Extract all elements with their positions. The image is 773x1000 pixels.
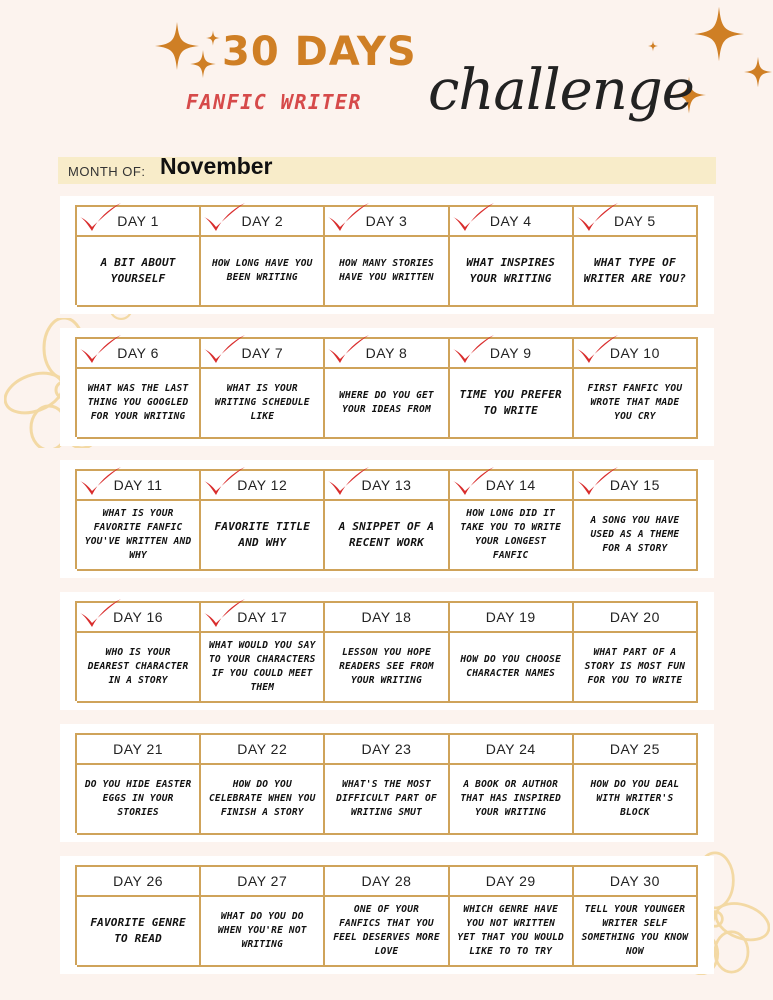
day-header-cell xyxy=(450,471,574,501)
prompt-text: FAVORITE TITLE AND WHY xyxy=(214,520,311,549)
prompt-text: WHAT IS YOUR WRITING SCHEDULE LIKE xyxy=(214,383,310,422)
sparkle-icon xyxy=(694,6,744,62)
day-header-cell xyxy=(325,603,449,633)
day-label: DAY 13 xyxy=(361,477,412,493)
day-label: DAY 15 xyxy=(609,477,660,493)
day-header-cell xyxy=(325,471,449,501)
prompt-text: TIME YOU PREFER TO WRITE xyxy=(459,388,562,417)
day-header-cell xyxy=(574,867,698,897)
prompt-cell xyxy=(325,369,449,439)
prompt-text: WHAT IS YOUR FAVORITE FANFIC YOU'VE WRITTEN AND WHY xyxy=(84,508,192,561)
page-title-script: challenge xyxy=(428,58,694,123)
day-header-cell xyxy=(450,339,574,369)
day-header-cell xyxy=(450,735,574,765)
sparkle-icon xyxy=(648,40,658,52)
day-header-cell xyxy=(574,603,698,633)
month-label: MONTH OF: xyxy=(68,164,146,179)
day-header-cell xyxy=(325,207,449,237)
day-label: DAY 7 xyxy=(241,345,284,361)
day-label: DAY 11 xyxy=(113,477,163,493)
prompt-cell xyxy=(450,897,574,967)
day-label: DAY 26 xyxy=(113,873,164,889)
week-grid-4 xyxy=(75,601,698,701)
month-value: November xyxy=(160,153,273,179)
prompt-text: DO YOU HIDE EASTER EGGS IN YOUR STORIES xyxy=(84,779,192,818)
prompt-cell xyxy=(574,369,698,439)
prompt-cell xyxy=(201,237,325,307)
checkmark-icon xyxy=(326,333,370,365)
day-label: DAY 14 xyxy=(485,477,536,493)
prompt-text: ONE OF YOUR FANFICS THAT YOU FEEL DESERVES MORE LOVE xyxy=(333,904,440,957)
week-grid-2 xyxy=(75,337,698,437)
day-label: DAY 30 xyxy=(609,873,660,889)
checkmark-icon xyxy=(202,597,246,629)
month-bar xyxy=(58,153,716,184)
day-header-cell xyxy=(77,735,201,765)
day-header-cell xyxy=(450,867,574,897)
prompt-cell xyxy=(201,897,325,967)
prompt-text: WHAT'S THE MOST DIFFICULT PART OF WRITING SMUT xyxy=(336,779,437,818)
prompt-text: WHAT WOULD YOU SAY TO YOUR CHARACTERS IF YOU COULD MEET THEM xyxy=(209,640,316,693)
checkmark-icon xyxy=(575,465,619,497)
day-label: DAY 29 xyxy=(485,873,536,889)
checkmark-icon xyxy=(78,201,122,233)
prompt-text: WHAT TYPE OF WRITER ARE YOU? xyxy=(583,256,687,285)
prompt-cell xyxy=(77,897,201,967)
day-header-cell xyxy=(77,207,201,237)
prompt-text: WHERE DO YOU GET YOUR IDEAS FROM xyxy=(339,390,434,415)
prompt-cell xyxy=(450,237,574,307)
day-label: DAY 28 xyxy=(361,873,412,889)
day-header-cell xyxy=(325,339,449,369)
day-header-cell xyxy=(201,735,325,765)
prompt-cell xyxy=(77,633,201,703)
prompt-cell xyxy=(450,633,574,703)
prompt-cell xyxy=(450,765,574,835)
day-label: DAY 3 xyxy=(365,213,408,229)
day-label: DAY 20 xyxy=(609,609,660,625)
prompt-text: WHO IS YOUR DEAREST CHARACTER IN A STORY xyxy=(87,647,189,686)
prompt-text: FIRST FANFIC YOU WROTE THAT MADE YOU CRY xyxy=(587,383,683,422)
day-header-cell xyxy=(201,471,325,501)
checkmark-icon xyxy=(78,465,122,497)
day-header-cell xyxy=(201,867,325,897)
checkmark-icon xyxy=(202,333,246,365)
checkmark-icon xyxy=(202,201,246,233)
checkmark-icon xyxy=(451,333,495,365)
prompt-text: A SNIPPET OF A RECENT WORK xyxy=(338,520,435,549)
day-label: DAY 4 xyxy=(489,213,532,229)
prompt-cell xyxy=(201,633,325,703)
checkmark-icon xyxy=(326,465,370,497)
checkmark-icon xyxy=(451,201,495,233)
day-label: DAY 8 xyxy=(365,345,408,361)
day-label: DAY 19 xyxy=(485,609,536,625)
day-header-cell xyxy=(77,471,201,501)
prompt-text: HOW DO YOU CHOOSE CHARACTER NAMES xyxy=(460,654,562,679)
day-header-cell xyxy=(77,867,201,897)
week-grid-1 xyxy=(75,205,698,305)
prompt-text: A BIT ABOUT YOURSELF xyxy=(100,256,176,285)
prompt-cell xyxy=(325,501,449,571)
checkmark-icon xyxy=(451,465,495,497)
prompt-text: HOW DO YOU CELEBRATE WHEN YOU FINISH A STORY xyxy=(209,779,316,818)
prompt-text: HOW LONG HAVE YOU BEEN WRITING xyxy=(211,258,313,283)
prompt-text: WHAT INSPIRES YOUR WRITING xyxy=(466,256,556,285)
checkmark-icon xyxy=(575,201,619,233)
prompt-cell xyxy=(574,633,698,703)
day-header-cell xyxy=(450,207,574,237)
checkmark-icon xyxy=(78,333,122,365)
page-title: 30 DAYS xyxy=(222,29,417,75)
prompt-text: WHAT PART OF A STORY IS MOST FUN FOR YOU TO WRITE xyxy=(584,647,686,686)
day-header-cell xyxy=(201,339,325,369)
prompt-cell xyxy=(201,501,325,571)
checkmark-icon xyxy=(575,333,619,365)
prompt-cell xyxy=(574,765,698,835)
day-header-cell xyxy=(574,339,698,369)
day-label: DAY 12 xyxy=(237,477,288,493)
prompt-text: HOW LONG DID IT TAKE YOU TO WRITE YOUR LONGEST FANFIC xyxy=(460,508,562,561)
prompt-text: A BOOK OR AUTHOR THAT HAS INSPIRED YOUR WRITING xyxy=(460,779,562,818)
day-header-cell xyxy=(574,207,698,237)
day-header-cell xyxy=(201,603,325,633)
prompt-text: HOW MANY STORIES HAVE YOU WRITTEN xyxy=(339,258,434,283)
day-label: DAY 17 xyxy=(237,609,288,625)
prompt-cell xyxy=(450,369,574,439)
day-header-cell xyxy=(77,339,201,369)
prompt-text: A SONG YOU HAVE USED AS A THEME FOR A STORY xyxy=(590,515,680,554)
day-label: DAY 16 xyxy=(113,609,164,625)
prompt-cell xyxy=(574,501,698,571)
day-header-cell xyxy=(574,735,698,765)
day-header-cell xyxy=(450,603,574,633)
prompt-cell xyxy=(201,369,325,439)
prompt-cell xyxy=(325,897,449,967)
prompt-cell xyxy=(201,765,325,835)
prompt-text: WHAT DO YOU DO WHEN YOU'RE NOT WRITING xyxy=(217,911,307,950)
day-label: DAY 27 xyxy=(237,873,288,889)
prompt-text: WHICH GENRE HAVE YOU NOT WRITTEN YET THAT YOU WOULD LIKE TO TO TRY xyxy=(457,904,564,957)
day-label: DAY 9 xyxy=(489,345,532,361)
week-grid-3 xyxy=(75,469,698,569)
day-label: DAY 5 xyxy=(614,213,656,229)
day-header-cell xyxy=(574,471,698,501)
prompt-cell xyxy=(450,501,574,571)
prompt-text: HOW DO YOU DEAL WITH WRITER'S BLOCK xyxy=(590,779,680,818)
prompt-cell xyxy=(574,897,698,967)
checkmark-icon xyxy=(202,465,246,497)
prompt-cell xyxy=(77,501,201,571)
day-label: DAY 25 xyxy=(609,741,660,757)
day-header-cell xyxy=(77,603,201,633)
day-label: DAY 21 xyxy=(113,741,164,757)
day-header-cell xyxy=(325,867,449,897)
prompt-cell xyxy=(77,237,201,307)
week-grid-5 xyxy=(75,733,698,833)
day-label: DAY 1 xyxy=(117,213,159,229)
day-header-cell xyxy=(201,207,325,237)
prompt-text: FAVORITE GENRE TO READ xyxy=(90,916,186,945)
prompt-text: LESSON YOU HOPE READERS SEE FROM YOUR WRITING xyxy=(339,647,434,686)
checkmark-icon xyxy=(326,201,370,233)
day-label: DAY 2 xyxy=(241,213,284,229)
prompt-text: WHAT WAS THE LAST THING YOU GOOGLED FOR YOUR WRITING xyxy=(87,383,189,422)
prompt-text: TELL YOUR YOUNGER WRITER SELF SOMETHING YOU KNOW NOW xyxy=(581,904,689,957)
sparkle-icon xyxy=(190,50,216,78)
prompt-cell xyxy=(325,237,449,307)
day-label: DAY 18 xyxy=(361,609,412,625)
week-grid-6 xyxy=(75,865,698,965)
page-subtitle: FANFIC WRITER xyxy=(186,90,363,114)
day-header-cell xyxy=(325,735,449,765)
sparkle-icon xyxy=(744,56,772,88)
day-label: DAY 10 xyxy=(609,345,660,361)
day-label: DAY 6 xyxy=(117,345,159,361)
day-label: DAY 23 xyxy=(361,741,412,757)
prompt-cell xyxy=(77,369,201,439)
prompt-cell xyxy=(77,765,201,835)
sparkle-icon xyxy=(206,30,220,46)
prompt-cell xyxy=(325,633,449,703)
prompt-cell xyxy=(325,765,449,835)
day-label: DAY 24 xyxy=(485,741,536,757)
day-label: DAY 22 xyxy=(237,741,288,757)
prompt-cell xyxy=(574,237,698,307)
checkmark-icon xyxy=(78,597,122,629)
